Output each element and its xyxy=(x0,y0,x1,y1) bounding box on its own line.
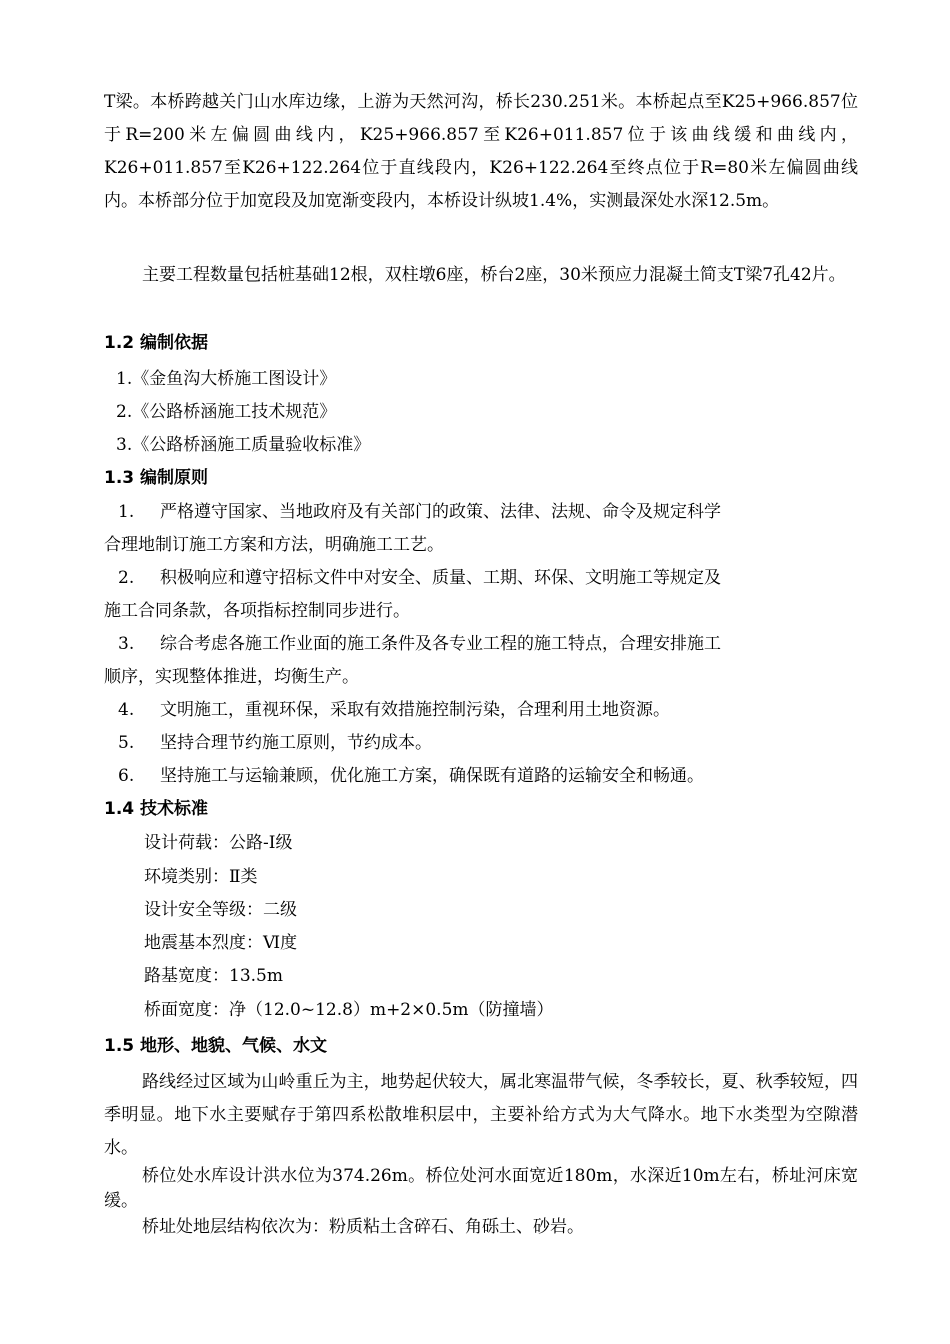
standard-item: 地震基本烈度：Ⅵ度 xyxy=(144,933,298,953)
principle-number: 5. xyxy=(118,733,135,753)
section-1-3-heading: 1.3 编制原则 xyxy=(104,468,209,488)
principle-item xyxy=(104,694,824,727)
principle-text-continued: 合理地制订施工方案和方法，明确施工工艺。 xyxy=(104,535,444,555)
reference-item: 1.《金鱼沟大桥施工图设计》 xyxy=(116,369,337,389)
principle-text: 坚持合理节约施工原则，节约成本。 xyxy=(160,733,432,753)
principle-item xyxy=(104,727,824,760)
standard-item: 设计安全等级：二级 xyxy=(144,900,297,920)
standard-item: 设计荷载：公路-I级 xyxy=(144,833,293,853)
section-1-2-heading: 1.2 编制依据 xyxy=(104,333,209,353)
section-1-4-heading: 1.4 技术标准 xyxy=(104,799,209,819)
principle-item xyxy=(104,496,824,562)
principle-text: 综合考虑各施工作业面的施工条件及各专业工程的施工特点，合理安排施工 xyxy=(160,634,721,654)
principle-text: 坚持施工与运输兼顾，优化施工方案，确保既有道路的运输安全和畅通。 xyxy=(160,766,704,786)
principle-item xyxy=(104,628,824,694)
geology-paragraph: 桥址处地层结构依次为：粉质粘土含碎石、角砾土、砂岩。 xyxy=(142,1217,584,1237)
principle-number: 2. xyxy=(118,568,135,588)
terrain-paragraph: 路线经过区域为山岭重丘为主，地势起伏较大，属北寒温带气候，冬季较长，夏、秋季较短，四季明显。地下水主要赋存于第四系松散堆积层中，主要补给方式为大气降水。地下水类型为空隙潜水。 xyxy=(104,1072,858,1158)
principle-text-continued: 顺序，实现整体推进，均衡生产。 xyxy=(104,667,359,687)
standard-item: 桥面宽度：净（12.0~12.8）m+2×0.5m（防撞墙） xyxy=(144,1000,554,1020)
principle-item xyxy=(104,760,824,793)
principle-text: 积极响应和遵守招标文件中对安全、质量、工期、环保、文明施工等规定及 xyxy=(160,568,721,588)
intro-paragraph-1: T梁。本桥跨越关门山水库边缘，上游为天然河沟，桥长230.251米。本桥起点至K25+966.857位于R=200米左偏圆曲线内，K25+966.857至K26+011.857位于该曲线缓和曲线内，K26+011.857至K26+122.264位于直线段内，K26+122.264至终点位于R=80米左偏圆曲线内。本桥部分位于加宽段及加宽渐变段内，本桥设计纵坡1.4%，实测最深处水深12.5m。 xyxy=(104,92,858,211)
section-1-5-heading: 1.5 地形、地貌、气候、水文 xyxy=(104,1036,328,1056)
principle-number: 4. xyxy=(118,700,135,720)
intro-paragraph-2: 主要工程数量包括桩基础12根，双柱墩6座，桥台2座，30米预应力混凝土简支T梁7孔42片。 xyxy=(142,265,846,285)
reference-item: 3.《公路桥涵施工质量验收标准》 xyxy=(116,435,371,455)
standard-item: 环境类别：Ⅱ类 xyxy=(144,867,258,887)
principle-text-continued: 施工合同条款，各项指标控制同步进行。 xyxy=(104,601,410,621)
principle-item xyxy=(104,562,824,628)
hydrology-paragraph: 桥位处水库设计洪水位为374.26m。桥位处河水面宽近180m，水深近10m左右，桥址河床宽缓。 xyxy=(104,1166,858,1211)
principle-number: 3. xyxy=(118,634,135,654)
principle-text: 严格遵守国家、当地政府及有关部门的政策、法律、法规、命令及规定科学 xyxy=(160,502,721,522)
principle-number: 6. xyxy=(118,766,135,786)
principle-number: 1. xyxy=(118,502,135,522)
standard-item: 路基宽度：13.5m xyxy=(144,966,283,986)
principle-text: 文明施工，重视环保，采取有效措施控制污染，合理利用土地资源。 xyxy=(160,700,670,720)
reference-item: 2.《公路桥涵施工技术规范》 xyxy=(116,402,337,422)
